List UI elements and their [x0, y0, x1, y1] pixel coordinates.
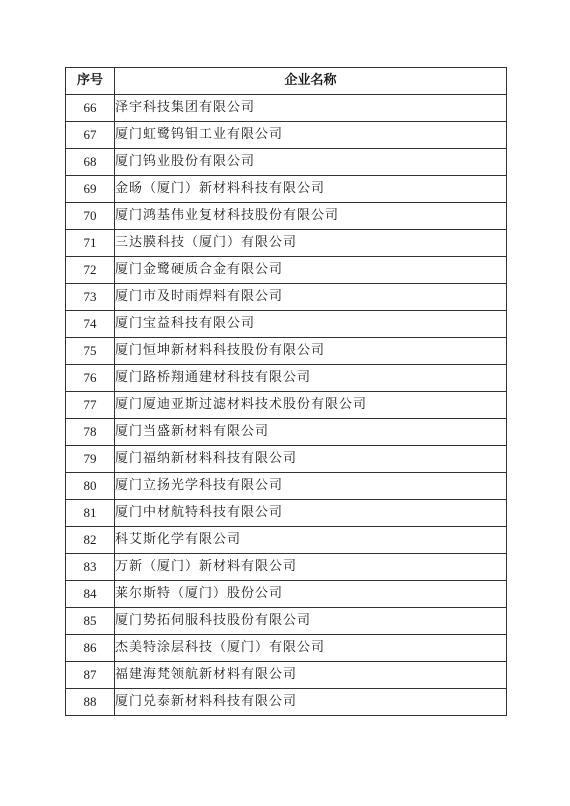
table-row	[66, 527, 507, 554]
header-row	[66, 68, 507, 95]
row-index: 79	[66, 446, 115, 473]
table-row	[66, 446, 507, 473]
table-row	[66, 257, 507, 284]
table-row	[66, 95, 507, 122]
row-index: 88	[66, 689, 115, 716]
row-index: 76	[66, 365, 115, 392]
row-company-name: 厦门厦迪亚斯过滤材料技术股份有限公司	[115, 392, 507, 419]
row-index: 73	[66, 284, 115, 311]
table-row	[66, 689, 507, 716]
table-row	[66, 419, 507, 446]
row-index: 72	[66, 257, 115, 284]
row-index: 78	[66, 419, 115, 446]
row-index: 83	[66, 554, 115, 581]
table-row	[66, 392, 507, 419]
table-row	[66, 284, 507, 311]
table-row	[66, 338, 507, 365]
table-body	[66, 95, 507, 716]
row-index: 87	[66, 662, 115, 689]
row-index: 86	[66, 635, 115, 662]
row-company-name: 福建海梵领航新材料有限公司	[115, 662, 507, 689]
row-index: 77	[66, 392, 115, 419]
table-row	[66, 500, 507, 527]
row-company-name: 厦门兑泰新材料科技有限公司	[115, 689, 507, 716]
row-company-name: 厦门鸿基伟业复材科技股份有限公司	[115, 203, 507, 230]
row-index: 67	[66, 122, 115, 149]
table-row	[66, 473, 507, 500]
row-company-name: 厦门金鹭硬质合金有限公司	[115, 257, 507, 284]
row-index: 81	[66, 500, 115, 527]
row-index: 71	[66, 230, 115, 257]
table-row	[66, 203, 507, 230]
row-index: 75	[66, 338, 115, 365]
row-index: 66	[66, 95, 115, 122]
row-company-name: 金旸（厦门）新材料科技有限公司	[115, 176, 507, 203]
table-row	[66, 311, 507, 338]
row-company-name: 厦门当盛新材料有限公司	[115, 419, 507, 446]
row-index: 70	[66, 203, 115, 230]
row-company-name: 厦门中材航特科技有限公司	[115, 500, 507, 527]
row-company-name: 厦门恒坤新材料科技股份有限公司	[115, 338, 507, 365]
table-row	[66, 149, 507, 176]
row-company-name: 厦门势拓伺服科技股份有限公司	[115, 608, 507, 635]
table-row	[66, 608, 507, 635]
table-row	[66, 554, 507, 581]
row-company-name: 厦门市及时雨焊料有限公司	[115, 284, 507, 311]
row-company-name: 厦门路桥翔通建材科技有限公司	[115, 365, 507, 392]
row-company-name: 杰美特涂层科技（厦门）有限公司	[115, 635, 507, 662]
row-company-name: 泽宇科技集团有限公司	[115, 95, 507, 122]
row-company-name: 厦门钨业股份有限公司	[115, 149, 507, 176]
row-company-name: 万新（厦门）新材料有限公司	[115, 554, 507, 581]
row-index: 85	[66, 608, 115, 635]
row-index: 82	[66, 527, 115, 554]
table-row	[66, 581, 507, 608]
table-row	[66, 176, 507, 203]
row-company-name: 厦门立扬光学科技有限公司	[115, 473, 507, 500]
row-index: 80	[66, 473, 115, 500]
company-table	[65, 67, 507, 716]
table-row	[66, 122, 507, 149]
row-company-name: 莱尔斯特（厦门）股份公司	[115, 581, 507, 608]
row-index: 69	[66, 176, 115, 203]
header-index: 序号	[66, 68, 115, 95]
row-index: 84	[66, 581, 115, 608]
row-company-name: 科艾斯化学有限公司	[115, 527, 507, 554]
row-index: 68	[66, 149, 115, 176]
table-row	[66, 662, 507, 689]
table-row	[66, 230, 507, 257]
row-company-name: 三达膜科技（厦门）有限公司	[115, 230, 507, 257]
table-row	[66, 365, 507, 392]
table-header	[66, 68, 507, 95]
table-row	[66, 635, 507, 662]
row-index: 74	[66, 311, 115, 338]
header-company-name: 企业名称	[115, 68, 507, 95]
row-company-name: 厦门福纳新材料科技有限公司	[115, 446, 507, 473]
row-company-name: 厦门宝益科技有限公司	[115, 311, 507, 338]
row-company-name: 厦门虹鹭钨钼工业有限公司	[115, 122, 507, 149]
